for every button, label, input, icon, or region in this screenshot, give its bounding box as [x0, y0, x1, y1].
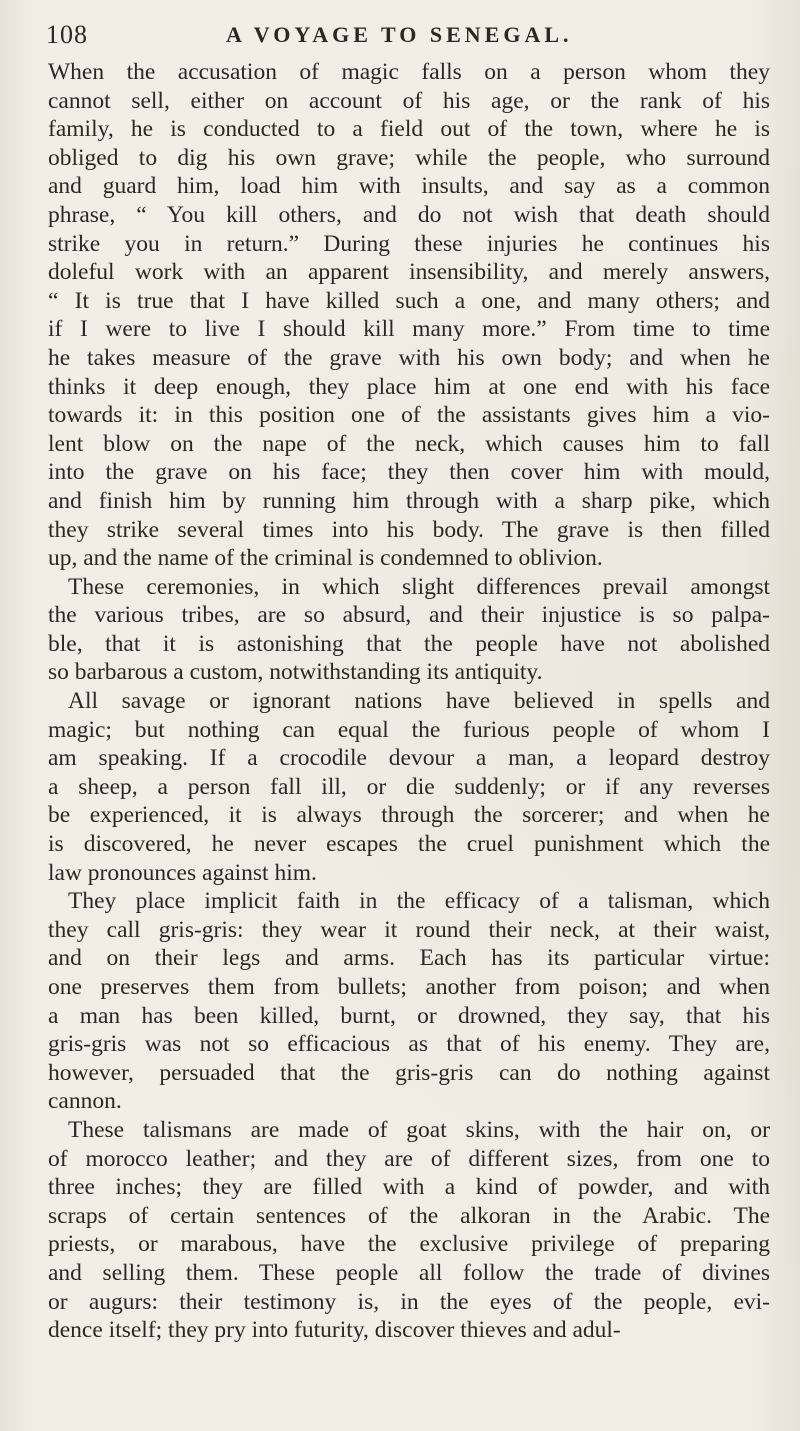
text-line: if I were to live I should kill many more.” From time to time	[48, 316, 770, 343]
text-line: three inches; they are filled with a kind of powder, and with	[48, 1174, 770, 1201]
paragraph	[48, 1116, 770, 1345]
text-line: “ It is true that I have killed such a one, and many others; and	[48, 287, 770, 314]
text-line: or augurs: their testimony is, in the eyes of the people, evi-	[48, 1288, 770, 1315]
text-line: so barbarous a custom, notwithstanding its antiquity.	[48, 659, 543, 686]
text-line: gris-gris was not so efficacious as that of his enemy. They are,	[48, 1031, 770, 1058]
text-line: the various tribes, are so absurd, and their injustice is so palpa-	[48, 602, 770, 629]
text-line: into the grave on his face; they then cover him with mould,	[48, 459, 770, 486]
text-line: a sheep, a person fall ill, or die suddenly; or if any reverses	[48, 773, 770, 800]
text-line: is discovered, he never escapes the cruel punishment which the	[48, 831, 770, 858]
text-line: strike you in return.” During these injuries he continues his	[48, 230, 770, 257]
text-line: they strike several times into his body. The grave is then filled	[48, 516, 770, 543]
text-line: one preserves them from bullets; another from poison; and when	[48, 974, 770, 1000]
text-line: family, he is conducted to a field out of the town, where he is	[48, 116, 770, 143]
text-line: ble, that it is astonishing that the people have not abolished	[48, 630, 770, 657]
text-line: lent blow on the nape of the neck, which causes him to fall	[48, 430, 770, 457]
text-line: be experienced, it is always through the sorcerer; and when he	[48, 802, 770, 829]
text-line: cannot sell, either on account of his age, or the rank of his	[48, 87, 770, 114]
text-line: towards it: in this position one of the assistants gives him a vio-	[48, 402, 770, 429]
text-line: obliged to dig his own grave; while the people, who surround	[48, 144, 770, 171]
text-line: thinks it deep enough, they place him at one end with his face	[48, 373, 770, 400]
text-line: These talismans are made of goat skins, with the hair on, or	[68, 1116, 770, 1143]
text-line: and finish him by running him through with a sharp pike, which	[48, 487, 770, 514]
text-line: phrase, “ You kill others, and do not wish that death should	[48, 201, 770, 228]
text-line: he takes measure of the grave with his own body; and when he	[48, 344, 770, 371]
text-line: magic; but nothing can equal the furious people of whom I	[48, 716, 770, 743]
text-line: scraps of certain sentences of the alkoran in the Arabic. The	[48, 1202, 770, 1229]
text-line: cannon.	[48, 1088, 122, 1115]
text-line: and guard him, load him with insults, and say as a common	[48, 173, 770, 200]
paragraph	[48, 58, 770, 573]
page-header	[46, 20, 746, 54]
text-line: These ceremonies, in which slight differences prevail amongst	[68, 573, 770, 600]
text-line: dence itself; they pry into futurity, discover thieves and adul-	[48, 1317, 621, 1344]
text-line: All savage or ignorant nations have believed in spells and	[68, 688, 770, 715]
page-number: 108	[46, 20, 88, 49]
text-line: they call gris-gris: they wear it round their neck, at their waist,	[48, 916, 770, 943]
text-line: law pronounces against him.	[48, 859, 317, 886]
text-line: priests, or marabous, have the exclusive privilege of preparing	[48, 1231, 770, 1258]
text-line: however, persuaded that the gris-gris can do nothing against	[48, 1059, 770, 1086]
text-line: a man has been killed, burnt, or drowned, they say, that his	[48, 1002, 770, 1029]
paragraph	[48, 687, 770, 887]
text-line: and selling them. These people all follow the trade of divines	[48, 1259, 770, 1286]
text-line: doleful work with an apparent insensibility, and merely answers,	[48, 259, 770, 286]
paragraph	[48, 887, 770, 1116]
text-line: up, and the name of the criminal is condemned to oblivion.	[48, 545, 603, 572]
text-line: They place implicit faith in the efficacy of a talisman, which	[68, 888, 770, 915]
paragraph	[48, 573, 770, 687]
text-line: and on their legs and arms. Each has its particular virtue:	[48, 945, 770, 972]
text-line: am speaking. If a crocodile devour a man, a leopard destroy	[48, 745, 770, 772]
text-line: of morocco leather; and they are of different sizes, from one to	[48, 1145, 770, 1172]
text-line: When the accusation of magic falls on a person whom they	[48, 59, 770, 85]
body-text	[48, 58, 770, 1345]
running-title: A VOYAGE TO SENEGAL.	[226, 22, 573, 47]
